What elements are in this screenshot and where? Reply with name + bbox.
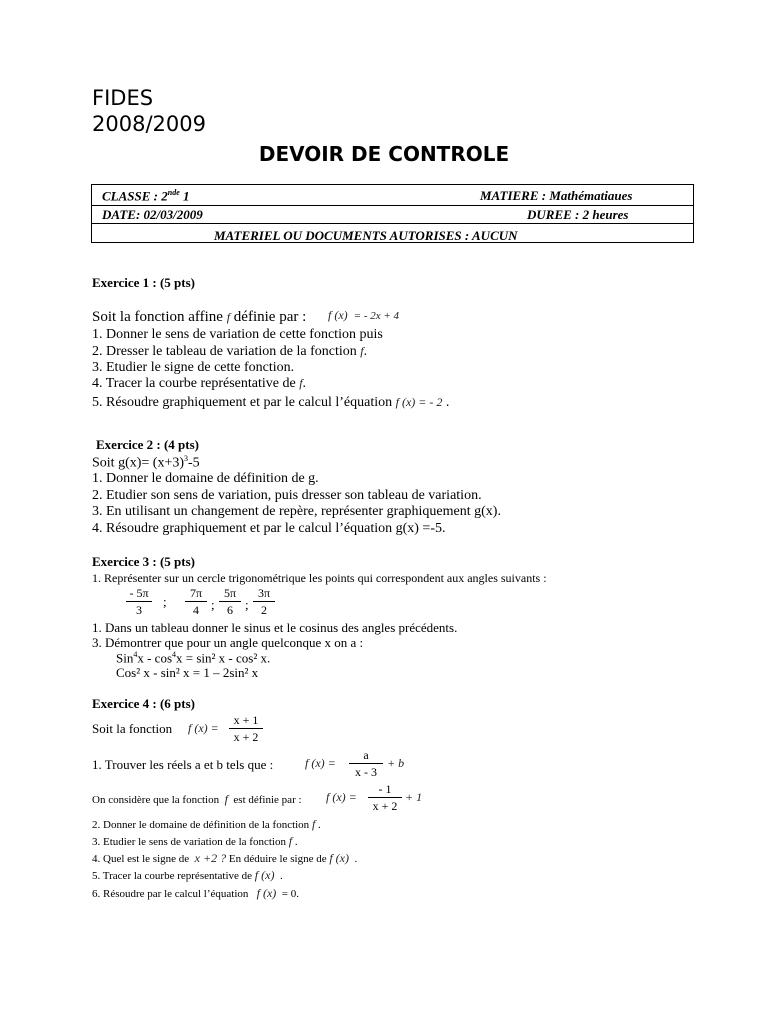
date-label: DATE: 02/03/2009	[102, 207, 203, 222]
ex1-q4: 4. Tracer la courbe représentative de f.	[92, 376, 307, 391]
info-box	[91, 184, 694, 243]
ex4-q1-fraction: a x - 3	[349, 748, 383, 779]
ex1-intro: Soit la fonction affine f définie par :	[92, 309, 307, 325]
angle-fraction-3: 5π 6	[219, 586, 241, 617]
ex2-title: Exercice 2 : (4 pts)	[96, 437, 200, 452]
ex1-q3: 3. Etudier le signe de cette fonction.	[92, 360, 295, 375]
ex4-q4: 4. Quel est le signe de x +2 ? En déduire le signe de f (x) .	[92, 851, 358, 865]
ex4-q5: 5. Tracer la courbe représentative de f (x) .	[92, 868, 283, 882]
info-row-1	[92, 185, 693, 206]
ex3-q2: 1. Dans un tableau donner le sinus et le cosinus des angles précédents.	[92, 620, 458, 635]
info-row-2	[92, 205, 693, 224]
ex1-title: Exercice 1 : (5 pts)	[92, 275, 196, 290]
ex4-title: Exercice 4 : (6 pts)	[92, 696, 196, 711]
info-row-3	[92, 223, 693, 242]
ex2-intro: Soit $g(x)= (x+3)^3-5$	[92, 454, 200, 471]
ex4-on-considere: On considère que la fonction f est définie par :	[92, 792, 302, 806]
ex4-q1-fx: f (x) =	[305, 756, 336, 770]
ex4-q6: 6. Résoudre par le calcul l’équation f (x) = 0.	[92, 886, 300, 900]
ex1-q1: 1. Donner le sens de variation de cette fonction puis	[92, 327, 383, 342]
materiel-label: MATERIEL OU DOCUMENTS AUTORISES : AUCUN	[214, 228, 518, 242]
ex4-intro: Soit la fonction	[92, 721, 173, 736]
ex4-q1: 1. Trouver les réels a et b tels que :	[92, 757, 274, 772]
angle-separator: ;	[163, 594, 167, 609]
ex4-oc-tail: + 1	[405, 790, 423, 804]
angle-separator: ;	[211, 597, 215, 612]
ex3-identity-1: $Sin^4x - \cos^4x = \sin^2$ x - cos² x.	[116, 650, 271, 666]
matiere-label: MATIERE : Mathématiaues	[480, 188, 633, 203]
school-name: FIDES	[92, 86, 154, 110]
ex4-oc-fx: f (x) =	[326, 790, 357, 804]
angle-fraction-4: 3π 2	[253, 586, 275, 617]
ex1-q5: 5. Résoudre graphiquement et par le calcul l’équation f (x) = - 2 .	[92, 395, 450, 410]
ex2-q4: 4. Résoudre graphiquement et par le calcul l’équation g(x) =-5.	[92, 521, 446, 536]
angle-fraction-1: - 5π 3	[126, 586, 152, 617]
ex4-q3: 3. Etudier le sens de variation de la fonction f .	[92, 834, 298, 848]
ex2-q2: 2. Etudier son sens de variation, puis dresser son tableau de variation.	[92, 488, 482, 503]
ex4-q1-tail: + b	[387, 756, 405, 770]
ex1-q2: 2. Dresser le tableau de variation de la fonction f.	[92, 344, 368, 359]
ex4-oc-fraction: - 1 x + 2	[368, 782, 402, 813]
school-year: 2008/2009	[92, 112, 206, 136]
classe-label: CLASSE : 2nde 1	[102, 188, 190, 204]
ex3-q3: 3. Démontrer que pour un angle quelconque x on a :	[92, 635, 364, 650]
ex2-q1: 1. Donner le domaine de définition de g.	[92, 471, 319, 486]
ex2-q3: 3. En utilisant un changement de repère, représenter graphiquement g(x).	[92, 504, 501, 519]
ex4-fx: f (x) =	[188, 721, 219, 735]
angle-separator: ;	[245, 597, 249, 612]
ex3-identity-2: Cos² x - sin² x = 1 – 2sin² x	[116, 665, 259, 680]
ex3-q1: 1. Représenter sur un cercle trigonométrique les points qui correspondent aux angles suivants :	[92, 571, 547, 585]
ex3-title: Exercice 3 : (5 pts)	[92, 554, 196, 569]
f-symbol: f	[226, 310, 231, 324]
ex4-q2: 2. Donner le domaine de définition de la fonction f .	[92, 817, 321, 831]
page-title: DEVOIR DE CONTROLE	[258, 142, 510, 166]
angle-fraction-2: 7π 4	[185, 586, 207, 617]
ex1-equation: f (x) = - 2x + 4	[328, 308, 400, 322]
duree-label: DUREE : 2 heures	[527, 207, 629, 222]
ex4-main-fraction: x + 1 x + 2	[229, 713, 263, 744]
